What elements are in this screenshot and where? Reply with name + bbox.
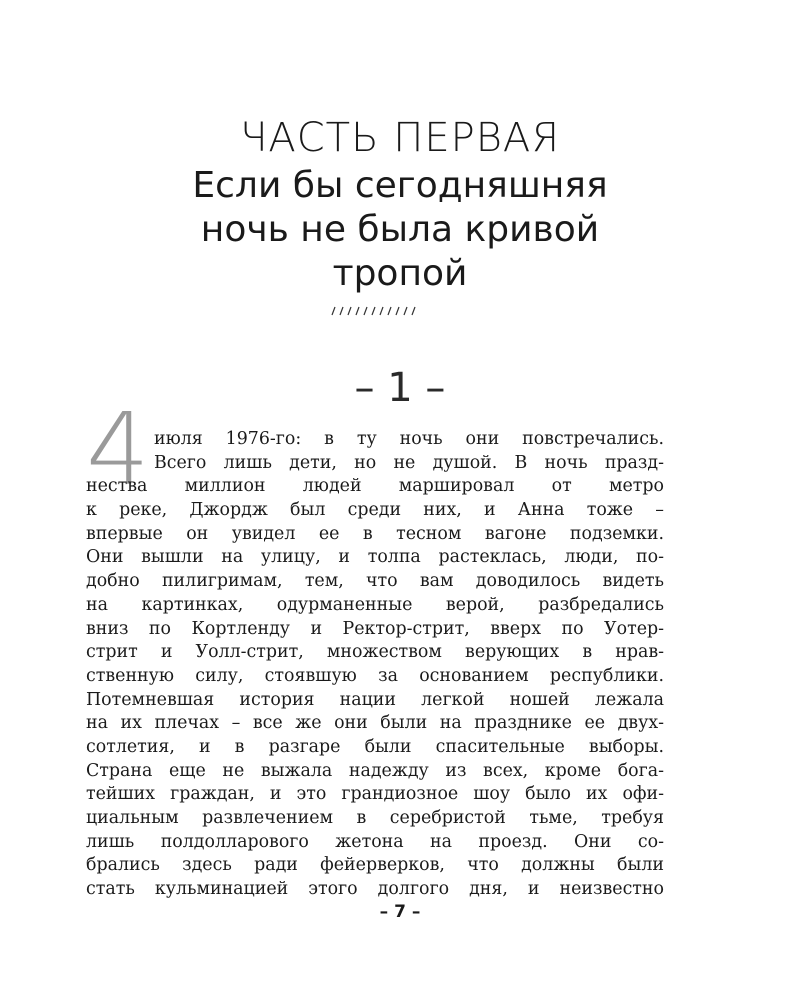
body-line: июля 1976-го: в ту ночь они повстречались. (154, 429, 664, 449)
chapter-body (86, 428, 664, 902)
body-line: Всего лишь дети, но не душой. В ночь празд- (154, 452, 664, 473)
body-line: Они вышли на улицу, и толпа растеклась, люди, по- (86, 547, 664, 568)
part-subtitle-line: Если бы сегодняшняя (192, 165, 608, 206)
part-title: ЧАСТЬ ПЕРВАЯ (239, 115, 561, 161)
body-line: добно пилигримам, тем, что вам доводилось видеть (86, 571, 664, 592)
body-line: впервые он увидел ее в тесном вагоне подземки. (86, 523, 664, 544)
part-subtitle-line: тропой (332, 253, 468, 294)
part-subtitle-line: ночь не была кривой (200, 209, 600, 250)
body-line: на картинках, одурманенные верой, разбредались (86, 594, 664, 615)
body-line: вниз по Кортленду и Ректор-стрит, вверх по Уотер- (86, 618, 664, 639)
body-line: стать кульминацией этого долгого дня, и неизвестно (86, 879, 664, 900)
body-line: брались здесь ради фейерверков, что должны были (86, 855, 664, 876)
body-line: лишь полдолларового жетона на проезд. Они со- (86, 831, 664, 852)
drop-cap: 4 (86, 391, 150, 508)
body-line: к реке, Джордж был среди них, и Анна тоже – (86, 500, 664, 521)
body-line: Страна еще не выжала надежду из всех, кроме бога- (86, 760, 664, 781)
body-line: на их плечах – все же они были на празднике ее двух- (86, 713, 664, 734)
hatch-ornament (330, 306, 420, 316)
body-line: тейших граждан, и это грандиозное шоу было их офи- (86, 784, 664, 805)
chapter-number: – 1 – (354, 365, 446, 411)
body-line: ственную силу, стоявшую за основанием республики. (86, 665, 664, 686)
body-line: сотлетия, и в разгаре были спасительные выборы. (86, 736, 664, 757)
part-subtitle (100, 164, 700, 296)
body-line: Потемневшая история нации легкой ношей лежала (86, 689, 664, 710)
body-line: стрит и Уолл-стрит, множеством верующих в нрав- (86, 642, 664, 663)
body-line: нества миллион людей маршировал от метро (86, 476, 664, 497)
page-number: – 7 – (379, 902, 421, 922)
body-line: циальным развлечением в серебристой тьме, требуя (86, 808, 664, 828)
